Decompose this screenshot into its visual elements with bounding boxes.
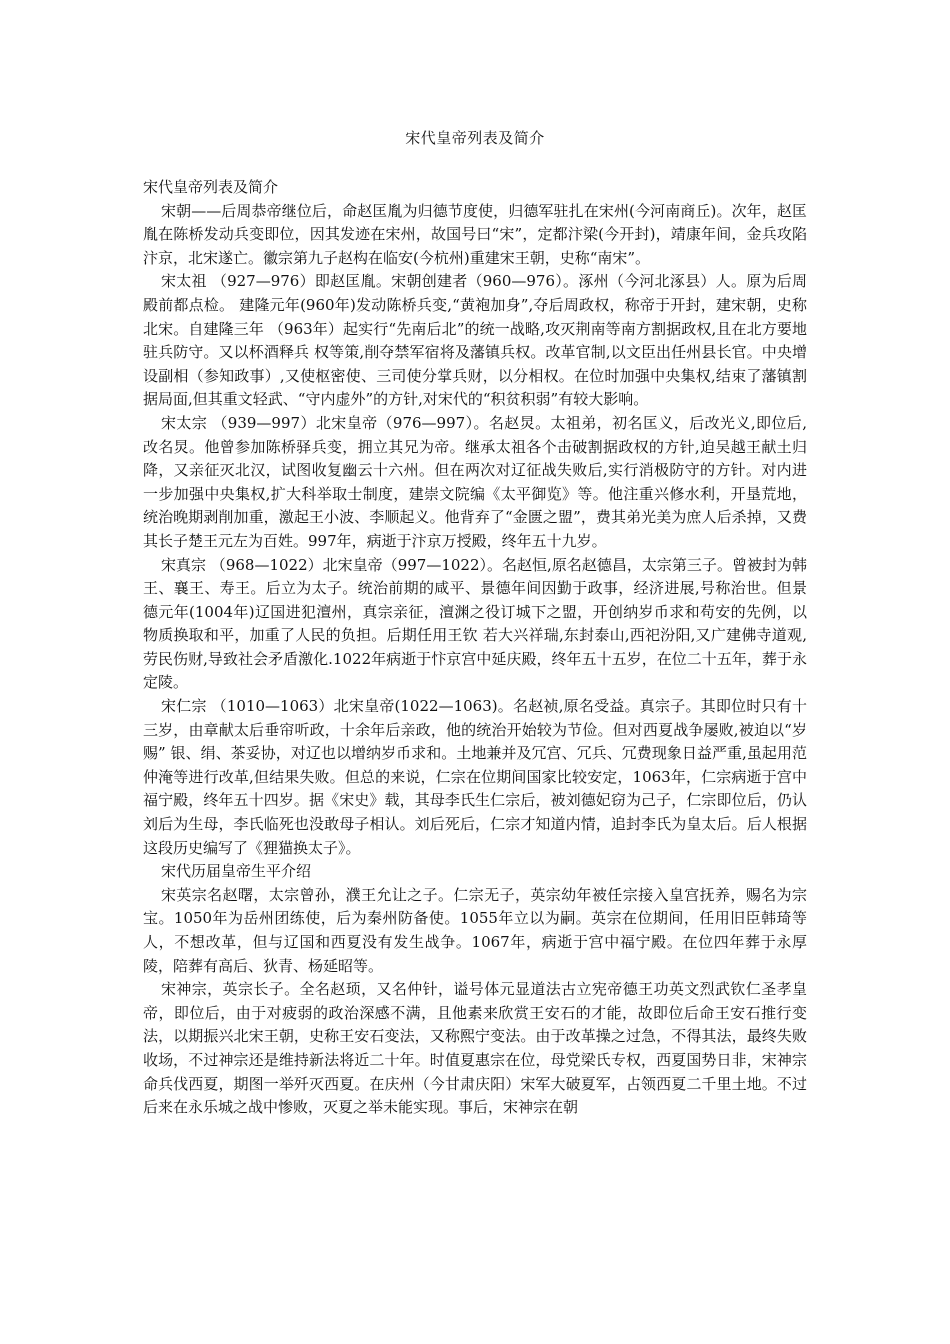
paragraph-taizu: 宋太祖 （927—976）即赵匡胤。宋朝创建者（960—976）。涿州（今河北涿县）人。原为后周殿前都点检。 建隆元年(960年)发动陈桥兵变,“黄袍加身”,夺后周政权，称帝于开封，建宋朝，史称北宋。自建隆三年 （963年）起实行“先南后北”的统一战略,攻灭荆南等南方割据政权,且在北方要地驻兵防守。又以杯酒释兵 权等策,削夺禁军宿将及藩镇兵权。改革官制,以文臣出任州县长官。中央增设副相（参知政事）,又使枢密使、三司使分掌兵财，以分相权。在位时加强中央集权,结束了藩镇割据局面,但其重文轻武、“守内虚外”的方针,对宋代的“积贫积弱”有较大影响。 [143,272,807,409]
paragraph-song-dynasty-intro: 宋朝——后周恭帝继位后，命赵匡胤为归德节度使，归德军驻扎在宋州(今河南商丘)。次年，赵匡胤在陈桥发动兵变即位，因其发迹在宋州，故国号曰“宋”，定都汴梁(今开封)，靖康年间，金兵攻陷汴京，北宋遂亡。徽宗第九子赵构在临安(今杭州)重建宋王朝，史称“南宋”。 [143,201,807,267]
paragraph-zhenzong: 宋真宗 （968—1022）北宋皇帝（997—1022）。名赵恒,原名赵德昌，太宗第三子。曾被封为韩王、襄王、寿王。后立为太子。统治前期的咸平、景德年间因勤于政事，经济进展,号称治世。但景德元年(1004年)辽国进犯澶州，真宗亲征，澶渊之役订城下之盟，开创纳岁币求和苟安的先例，以物质换取和平，加重了人民的负担。后期任用王钦 若大兴祥瑞,东封泰山,西祀汾阳,又广建佛寺道观,劳民伤财,导致社会矛盾激化.1022年病逝于忭京宫中延庆殿，终年五十五岁，在位二十五年，葬于永定陵。 [143,555,807,692]
paragraph-yingzong: 宋英宗名赵曙，太宗曾孙，濮王允让之子。仁宗无子，英宗幼年被任宗接入皇宫抚养，赐名为宗宝。1050年为岳州团练使，后为秦州防备使。1055年立以为嗣。英宗在位期间，任用旧臣韩琦等人，不想改革，但与辽国和西夏没有发生战争。1067年，病逝于宫中福宁殿。在位四年葬于永厚陵，陪葬有高后、狄青、杨延昭等。 [143,885,807,975]
subheading-emperor-biographies: 宋代历届皇帝生平介绍 [161,862,312,881]
section-heading: 宋代皇帝列表及简介 [143,178,279,196]
paragraph-shenzong: 宋神宗，英宗长子。全名赵顼，又名仲针，谥号体元显道法古立宪帝德王功英文烈武钦仁圣孝皇帝，即位后，由于对疲弱的政治深感不满，且他素来欣赏王安石的才能，故即位后命王安石推行变法，以期振兴北宋王朝，史称王安石变法，又称熙宁变法。由于改革操之过急，不得其法，最终失败收场，不过神宗还是维持新法将近二十年。时值夏惠宗在位，母党梁氏专权，西夏国势日非，宋神宗命兵伐西夏，期图一举歼灭西夏。在庆州（今甘肃庆阳）宋军大破夏军，占领西夏二千里土地。不过后来在永乐城之战中惨败，灭夏之举未能实现。事后，宋神宗在朝 [143,980,807,1117]
page-title: 宋代皇帝列表及简介 [405,129,545,147]
document-body [143,176,807,1120]
paragraph-taizong: 宋太宗 （939—997）北宋皇帝（976—997）。名赵炅。太祖弟，初名匡义，后改光义,即位后,改名炅。他曾参加陈桥驿兵变，拥立其兄为帝。继承太祖各个击破割据政权的方针,迫吴越王献土归降，又亲征灭北汉，试图收复幽云十六州。但在两次对辽征战失败后,实行消极防守的方针。对内进一步加强中央集权,扩大科举取士制度，建崇文院编《太平御览》等。他注重兴修水利，开垦荒地，统治晚期剥削加重，激起王小波、李顺起义。他背弃了“金匮之盟”，费其弟光美为庶人后杀掉，又费其长子楚王元左为百姓。997年，病逝于汴京万授殿，终年五十九岁。 [143,413,807,550]
paragraph-renzong: 宋仁宗 （1010—1063）北宋皇帝(1022—1063)。名赵祯,原名受益。真宗子。其即位时只有十三岁，由章献太后垂帘听政，十余年后亲政，他的统治开始较为节俭。但对西夏战争屡败,被迫以“岁赐” 银、绢、茶妥协，对辽也以增纳岁币求和。土地兼并及冗宫、冗兵、冗费现象日益严重,虽起用范仲淹等进行改革,但结果失败。但总的来说，仁宗在位期间国家比较安定，1063年，仁宗病逝于宫中福宁殿，终年五十四岁。据《宋史》载，其母李氏生仁宗后，被刘德妃窃为己子，仁宗即位后，仍认刘后为生母，李氏临死也没敢母子相认。刘后死后，仁宗才知道内情，追封李氏为皇太后。后人根据这段历史编写了《狸猫换太子》。 [143,697,807,857]
